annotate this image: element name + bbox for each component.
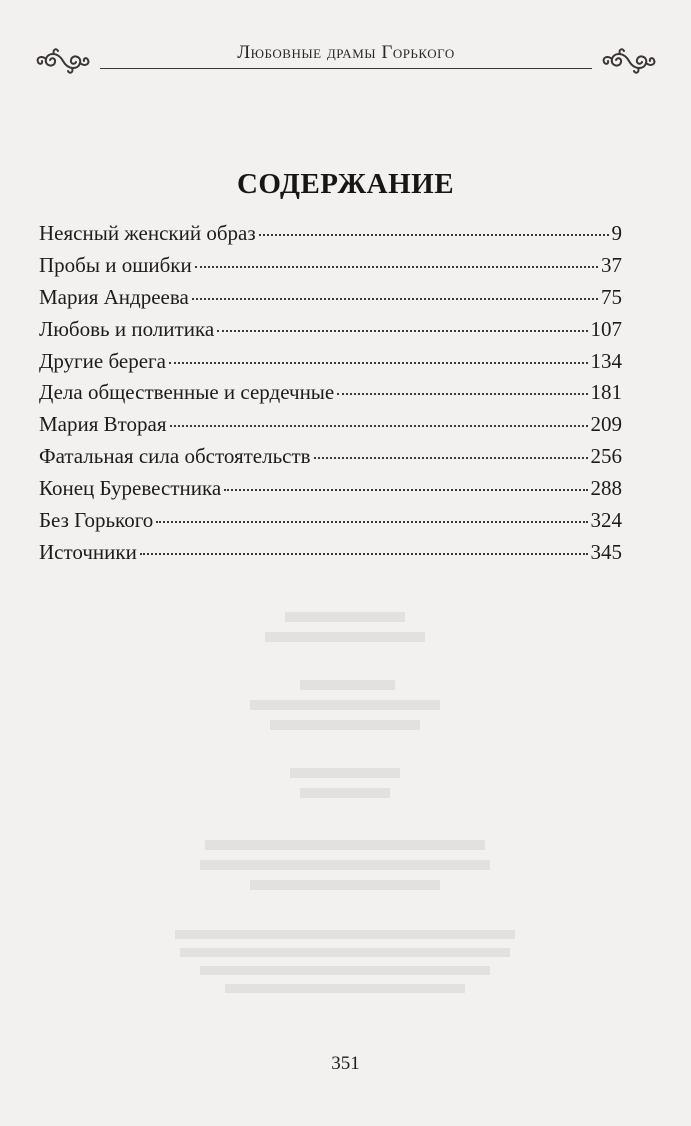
toc-entry-title: Другие берега	[39, 348, 166, 373]
toc-entry[interactable]	[39, 508, 622, 540]
toc-entry-title: Конец Буревестника	[39, 476, 222, 501]
dot-leader	[156, 521, 587, 523]
dot-leader	[195, 266, 598, 268]
toc-entry[interactable]	[39, 540, 622, 572]
toc-entry[interactable]	[39, 476, 622, 508]
toc-entry-page: 37	[601, 252, 622, 277]
toc-entry[interactable]	[39, 444, 622, 476]
toc-entry-page: 75	[601, 284, 622, 309]
contents-heading: СОДЕРЖАНИЕ	[236, 168, 455, 200]
dot-leader	[314, 457, 588, 459]
dot-leader	[224, 489, 587, 491]
dot-leader	[170, 425, 588, 427]
toc-entry-page: 256	[590, 444, 622, 469]
toc-entry-title: Мария Вторая	[39, 412, 167, 437]
show-through-lines	[0, 600, 691, 1020]
toc-entry-title: Фатальная сила обстоятельств	[39, 444, 311, 469]
toc-entry[interactable]	[39, 349, 622, 381]
toc-entry-page: 345	[590, 539, 622, 564]
toc-entry-page: 181	[590, 380, 622, 405]
running-title: Любовные драмы Горького	[237, 42, 455, 63]
toc-entry-title: Дела общественные и сердечные	[39, 380, 335, 405]
toc-entry-page: 107	[590, 316, 622, 341]
page-number: 351	[331, 1053, 360, 1074]
toc-entry-title: Без Горького	[39, 508, 154, 533]
toc-entry-page: 9	[611, 221, 622, 245]
toc-entry-title: Пробы и ошибки	[39, 252, 192, 277]
toc-entry[interactable]	[39, 221, 622, 253]
header-rule	[100, 68, 592, 69]
toc-entry-title: Неясный женский образ	[39, 221, 256, 245]
toc-entry-page: 134	[590, 348, 622, 373]
toc-entry-page: 209	[590, 412, 622, 437]
toc-entry-title: Любовь и политика	[39, 316, 215, 341]
toc-entry-title: Мария Андреева	[39, 284, 189, 309]
dot-leader	[169, 362, 588, 364]
flourish-ornament-icon	[598, 46, 660, 76]
toc-entry[interactable]	[39, 253, 622, 285]
toc-entry-title: Источники	[39, 539, 137, 564]
table-of-contents	[39, 221, 622, 572]
dot-leader	[140, 553, 588, 555]
toc-entry-page: 288	[590, 476, 622, 501]
toc-entry[interactable]	[39, 412, 622, 444]
dot-leader	[217, 330, 587, 332]
dot-leader	[192, 298, 598, 300]
toc-entry[interactable]	[39, 285, 622, 317]
dot-leader	[259, 234, 609, 236]
running-header	[30, 38, 662, 78]
toc-entry[interactable]	[39, 380, 622, 412]
show-through-block	[0, 600, 691, 1020]
toc-entry-page: 324	[590, 508, 622, 533]
dot-leader	[337, 393, 587, 395]
toc-entry[interactable]	[39, 317, 622, 349]
